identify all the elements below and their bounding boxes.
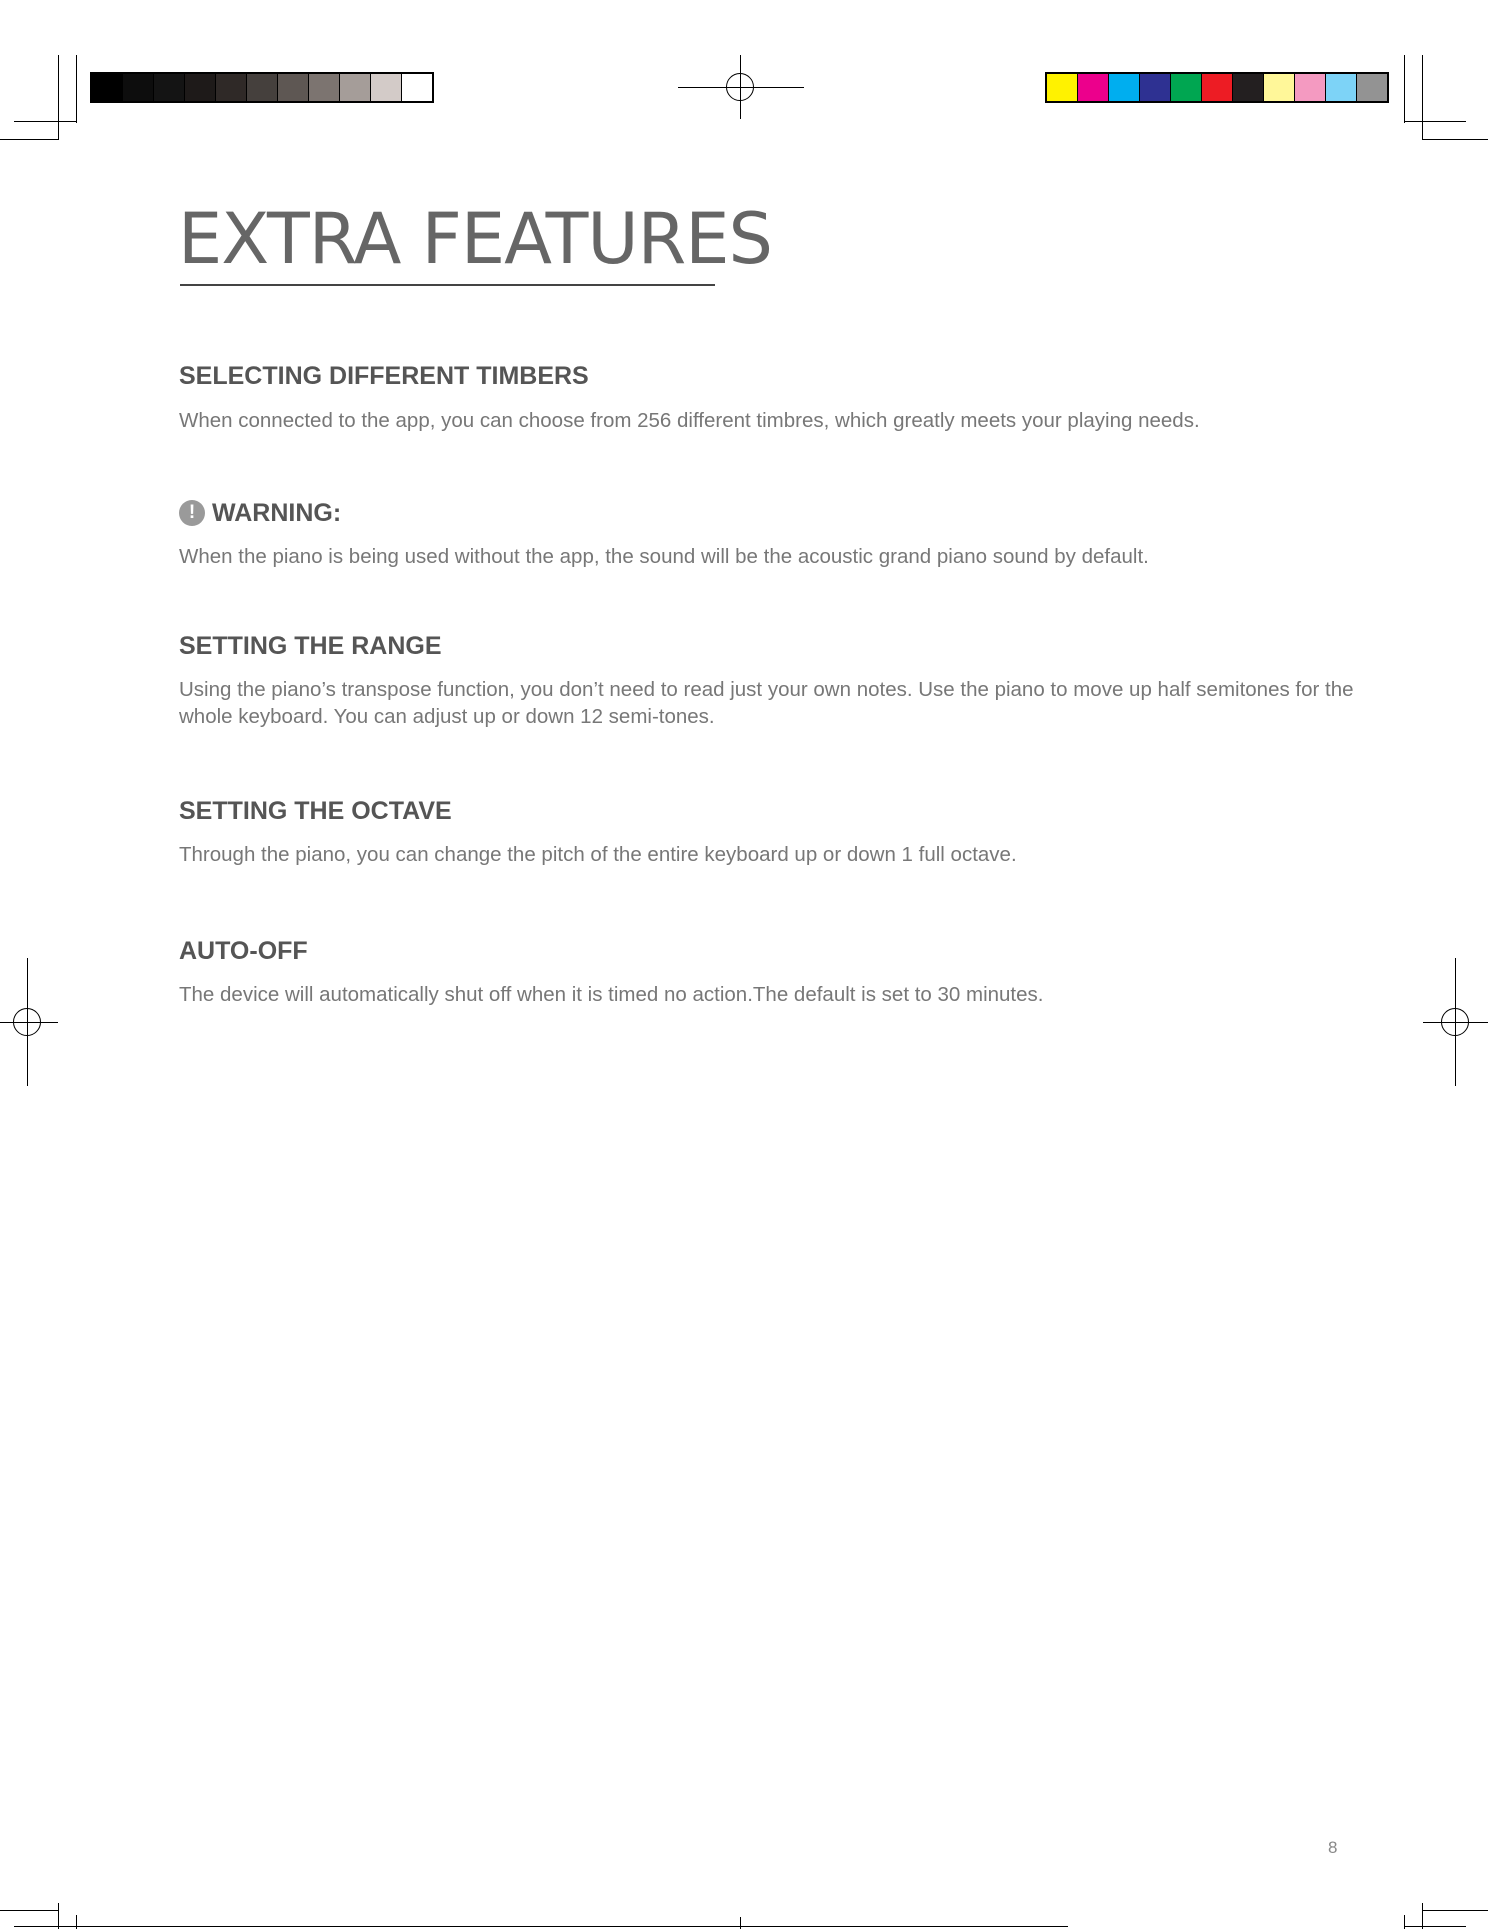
color-calibration-bar <box>1045 72 1389 103</box>
crop-mark <box>0 1910 58 1911</box>
crop-mark <box>1404 1915 1405 1929</box>
color-swatch <box>1109 74 1140 101</box>
section-heading-octave: SETTING THE OCTAVE <box>179 797 452 825</box>
section-body-warning: When the piano is being used without the app, the sound will be the acoustic grand piano sound by default. <box>179 545 1149 568</box>
section-body-auto-off: The device will automatically shut off when it is timed no action.The default is set to 30 minutes. <box>179 983 1044 1006</box>
color-swatch <box>371 74 402 101</box>
title-underline <box>180 284 715 286</box>
color-swatch <box>340 74 371 101</box>
crop-mark <box>14 121 76 122</box>
color-swatch <box>1357 74 1387 101</box>
crop-mark <box>76 55 77 123</box>
crop-mark <box>740 1917 741 1929</box>
crop-mark <box>58 55 59 140</box>
crop-mark <box>0 139 58 140</box>
color-swatch <box>1233 74 1264 101</box>
color-swatch <box>1078 74 1109 101</box>
section-body-timbers: When connected to the app, you can choose from 256 different timbres, which greatly meets your playing needs. <box>179 409 1200 432</box>
section-heading-range: SETTING THE RANGE <box>179 632 442 660</box>
crop-mark <box>1422 1910 1488 1911</box>
registration-circle <box>1441 1008 1469 1036</box>
color-swatch <box>92 74 123 101</box>
color-swatch <box>247 74 278 101</box>
crop-mark <box>76 1926 1068 1927</box>
crop-mark <box>1404 55 1405 123</box>
warning-icon-glyph: ! <box>188 502 196 523</box>
section-heading-timbers: SELECTING DIFFERENT TIMBERS <box>179 362 589 390</box>
color-swatch <box>402 74 432 101</box>
crop-mark <box>14 1926 76 1927</box>
gray-calibration-bar <box>90 72 434 103</box>
page-title: EXTRA FEATURES <box>178 198 772 280</box>
color-swatch <box>1202 74 1233 101</box>
color-swatch <box>1140 74 1171 101</box>
registration-circle <box>13 1008 41 1036</box>
color-swatch <box>1326 74 1357 101</box>
color-swatch <box>1047 74 1078 101</box>
section-body-octave: Through the piano, you can change the pitch of the entire keyboard up or down 1 full octave. <box>179 843 1017 866</box>
warning-icon <box>179 500 205 526</box>
color-swatch <box>278 74 309 101</box>
color-swatch <box>185 74 216 101</box>
color-swatch <box>123 74 154 101</box>
section-heading-auto-off: AUTO-OFF <box>179 937 308 965</box>
color-swatch <box>154 74 185 101</box>
section-body-range: Using the piano’s transpose function, you don’t need to read just your own notes. Use the piano to move up half semitones for the whole keyboard. You can adjust up or down 12 semi-tones. <box>179 678 1354 728</box>
crop-mark <box>1404 121 1466 122</box>
color-swatch <box>1171 74 1202 101</box>
page-number: 8 <box>1328 1838 1338 1857</box>
crop-mark <box>1422 55 1423 140</box>
color-swatch <box>309 74 340 101</box>
color-swatch <box>1295 74 1326 101</box>
crop-mark <box>1422 139 1488 140</box>
color-swatch <box>216 74 247 101</box>
color-swatch <box>1264 74 1295 101</box>
crop-mark <box>1404 1926 1466 1927</box>
registration-circle <box>726 73 754 101</box>
section-heading-warning: WARNING: <box>212 499 342 527</box>
